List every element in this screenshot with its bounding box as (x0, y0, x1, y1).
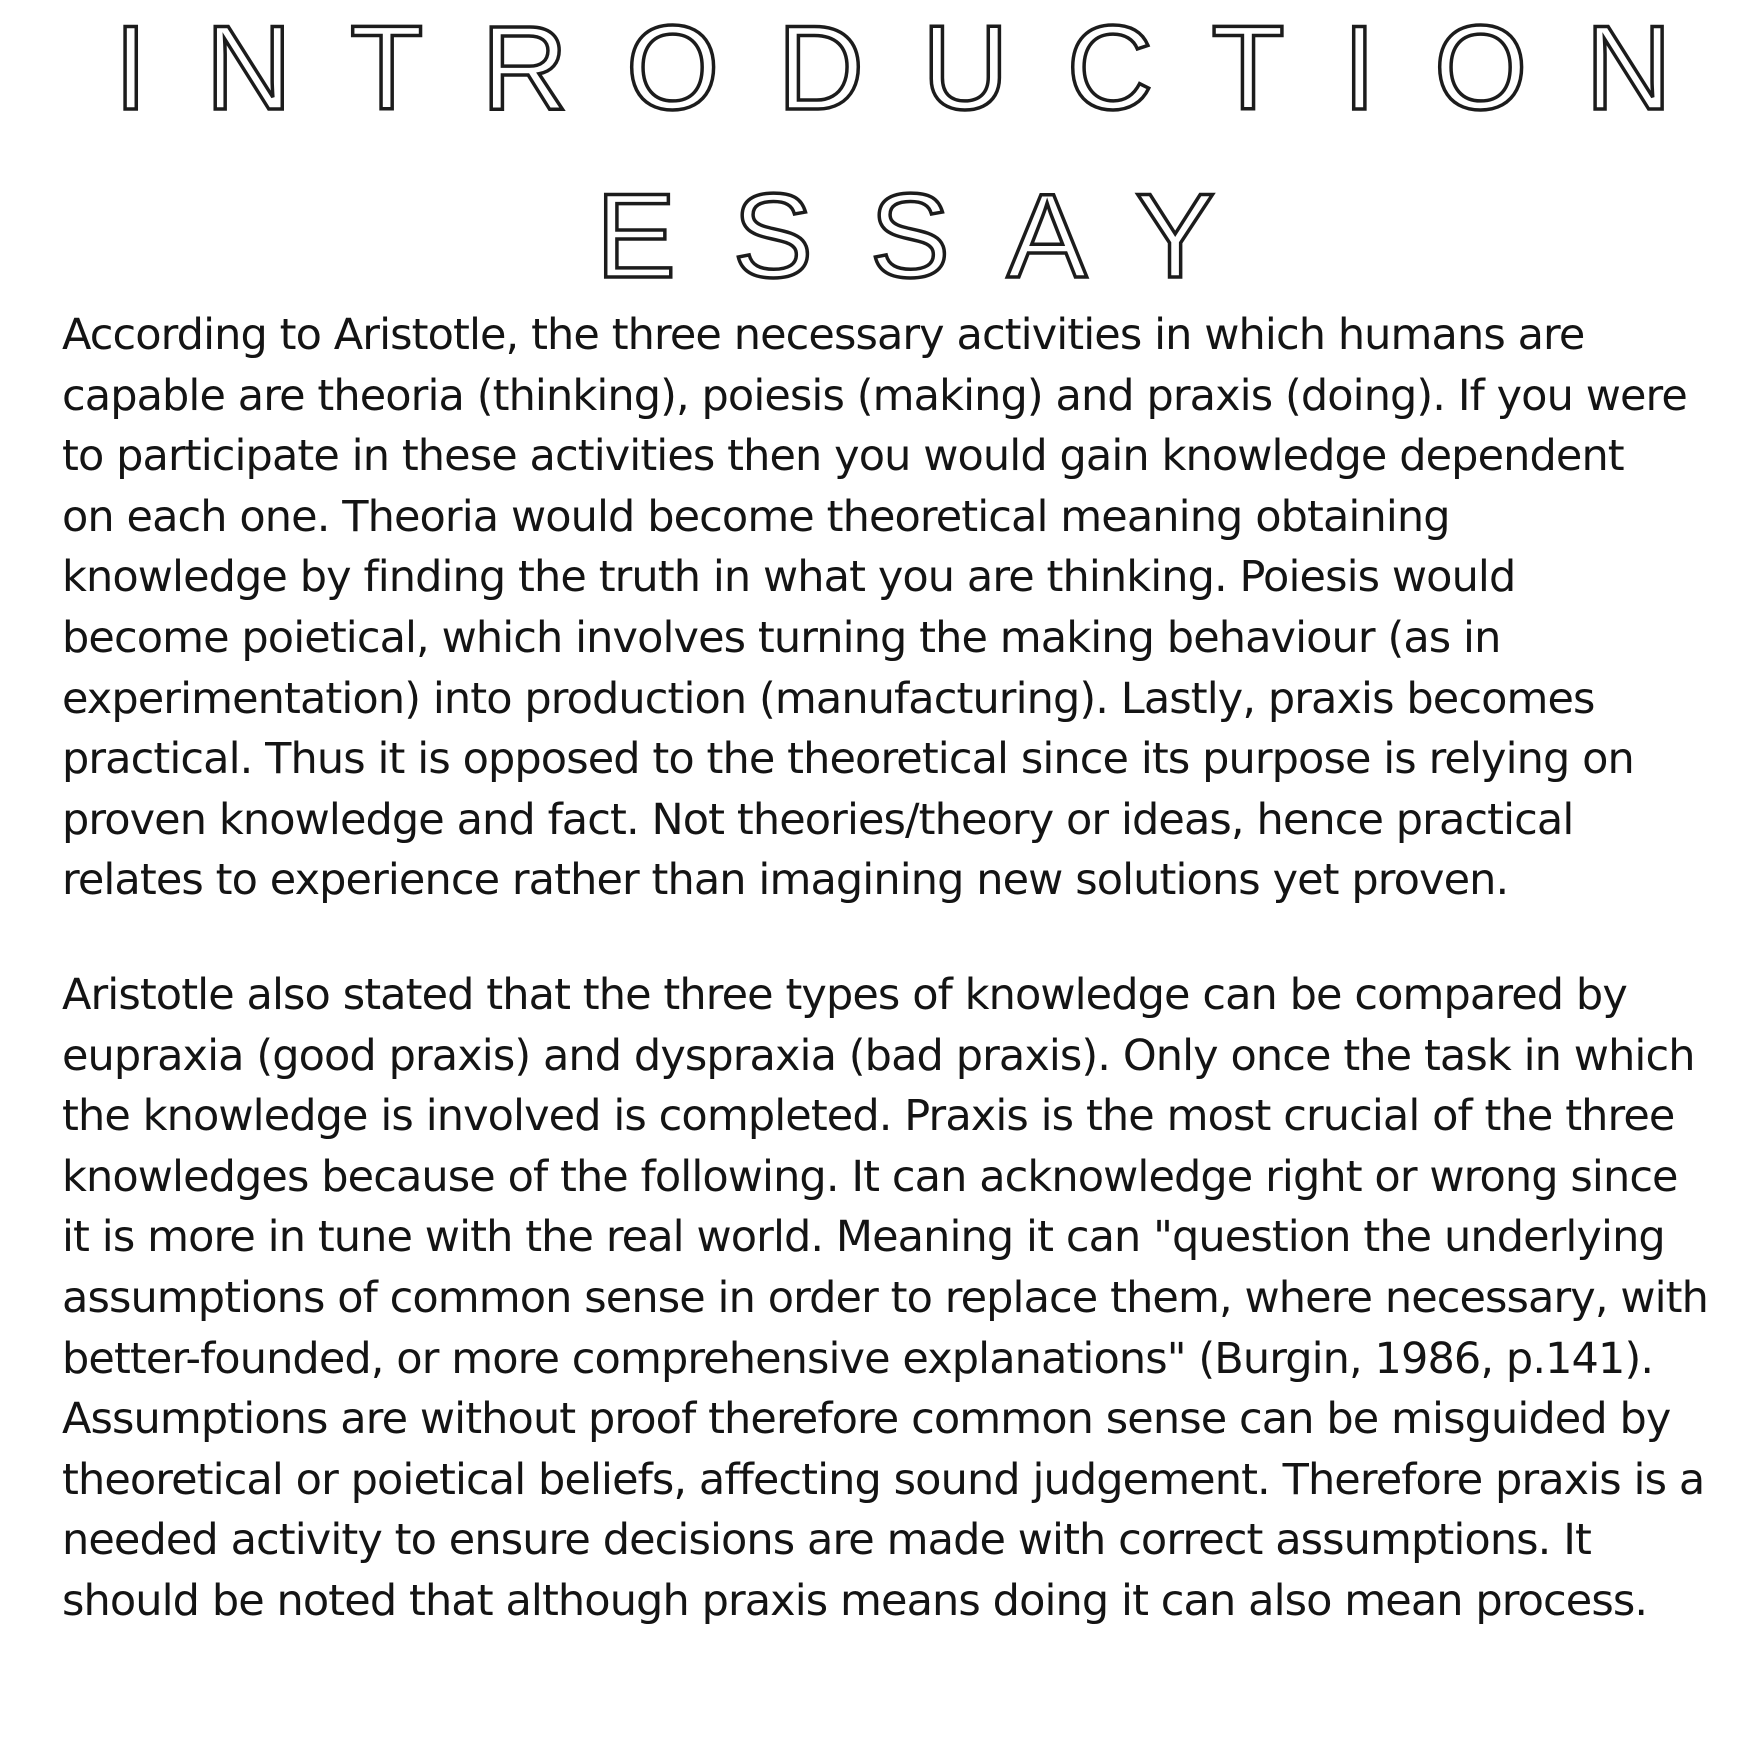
paragraph-line: needed activity to ensure decisions are made with correct assumptions. It (62, 1515, 1591, 1566)
paragraph-line: experimentation) into production (manufacturing). Lastly, praxis becomes (62, 673, 1595, 724)
paragraph-line: practical. Thus it is opposed to the theoretical since its purpose is relying on (62, 734, 1634, 785)
paragraph-line: theoretical or poietical beliefs, affecting sound judgement. Therefore praxis is a (62, 1454, 1705, 1505)
paragraph-line: relates to experience rather than imagining new solutions yet proven. (62, 855, 1509, 906)
paragraph-line: proven knowledge and fact. Not theories/theory or ideas, hence practical (62, 794, 1574, 845)
paragraph-line: should be noted that although praxis means doing it can also mean process. (62, 1575, 1648, 1626)
title-introduction: INTRODUCTION (114, 1, 1730, 135)
paragraph-line: on each one. Theoria would become theoretical meaning obtaining (62, 491, 1450, 542)
paragraph-line: Aristotle also stated that the three types of knowledge can be compared by (62, 970, 1627, 1020)
paragraph-line: it is more in tune with the real world. Meaning it can "question the underlying (62, 1212, 1665, 1263)
paragraph-line: better-founded, or more comprehensive explanations" (Burgin, 1986, p.141). (62, 1333, 1654, 1384)
paragraph-line: to participate in these activities then you would gain knowledge dependent (62, 431, 1624, 482)
paragraph-line: eupraxia (good praxis) and dyspraxia (bad praxis). Only once the task in which (62, 1030, 1695, 1081)
paragraph-line: assumptions of common sense in order to replace them, where necessary, with (62, 1272, 1708, 1323)
paragraph-line: knowledges because of the following. It can acknowledge right or wrong since (62, 1151, 1678, 1202)
paragraph-line: capable are theoria (thinking), poiesis (making) and praxis (doing). If you were (62, 370, 1687, 421)
paragraph-2 (62, 965, 1712, 1632)
title-essay: ESSAY (595, 169, 1273, 303)
paragraph-line: knowledge by finding the truth in what you are thinking. Poiesis would (62, 552, 1516, 603)
paragraph-line: Assumptions are without proof therefore common sense can be misguided by (62, 1394, 1671, 1445)
paragraph-line: the knowledge is involved is completed. Praxis is the most crucial of the three (62, 1091, 1675, 1142)
paragraph-1 (62, 305, 1712, 911)
paragraph-line: become poietical, which involves turning the making behaviour (as in (62, 612, 1501, 663)
paragraph-line: According to Aristotle, the three necessary activities in which humans are (62, 310, 1585, 360)
